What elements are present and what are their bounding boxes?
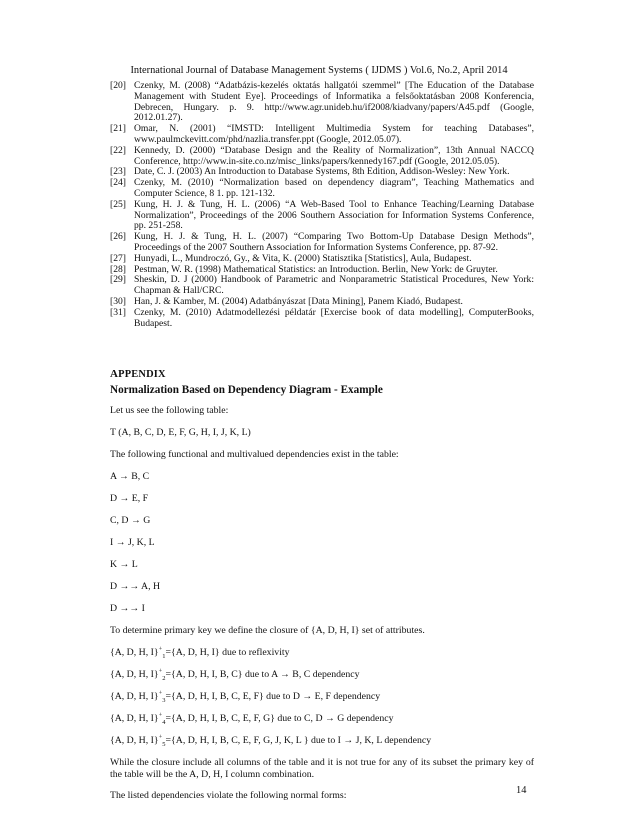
closure-plus: +: [158, 667, 163, 675]
reference-text: Sheskin, D. J (2000) Handbook of Parametric and Nonparametric Statistical Procedures, New York: Chapman & Hall/CRC.: [134, 274, 534, 297]
closure-step: [110, 735, 534, 747]
closure-plus: +: [158, 733, 163, 741]
closure-step: [110, 647, 534, 659]
reference-item: [110, 275, 534, 297]
table-definition: T (A, B, C, D, E, F, G, H, I, J, K, L): [110, 427, 251, 438]
reference-item: [110, 200, 534, 232]
reference-text: Han, J. & Kamber, M. (2004) Adatbányászat [Data Mining], Panem Kiadó, Budapest.: [134, 295, 463, 307]
reference-text: Omar, N. (2001) “IMSTD: Intelligent Multimedia System for teaching Databases”, www.paulmckevitt.com/phd/nazlia.transfer.ppt (Google, 2012.05.07).: [134, 123, 534, 145]
reference-item: [110, 308, 534, 330]
closure-index: 5: [162, 740, 166, 748]
appendix-heading: [110, 368, 166, 380]
closure-result: ={A, D, H, I, B, C, E, F, G} due to C, D → G dependency: [165, 713, 394, 724]
reference-number: [27]: [110, 252, 126, 264]
closure-step: [110, 669, 534, 681]
conclusion-text: While the closure include all columns of the table and it is not true for any of its subset the primary key of the table will be the A, D, H, I column combination.: [110, 757, 534, 780]
closure-intro: To determine primary key we define the closure of {A, D, H, I} set of attributes.: [110, 625, 425, 636]
appendix-body: [110, 405, 534, 812]
closure-set: {A, D, H, I}: [110, 713, 159, 724]
reference-number: [22]: [110, 144, 126, 156]
closure-plus: +: [158, 689, 163, 697]
closure-index: 4: [162, 718, 166, 726]
closure-set: {A, D, H, I}: [110, 691, 159, 702]
reference-number: [31]: [110, 306, 126, 318]
reference-number: [23]: [110, 166, 126, 178]
reference-number: [25]: [110, 198, 126, 210]
dependency: D →→ A, H: [110, 581, 161, 592]
reference-text: Kennedy, D. (2000) “Database Design and the Reality of Normalization”, 13th Annual NACCQ Conference, http://www.in-site.co.nz/misc_links/papers/kennedy167.pdf (Google, 2012.05.05).: [134, 144, 534, 167]
reference-number: [28]: [110, 263, 126, 275]
closure-index: 2: [162, 674, 166, 682]
closure-plus: +: [158, 645, 163, 653]
appendix-initial: A: [110, 368, 119, 380]
reference-number: [30]: [110, 295, 126, 307]
dependency: A → B, C: [110, 471, 150, 482]
reference-text: Czenky, M. (2010) “Normalization based on dependency diagram”, Teaching Mathematics and Computer Science, 8 1. pp. 121-132.: [134, 177, 534, 199]
closure-result: ={A, D, H, I, B, C, E, F} due to D → E, F dependency: [165, 691, 381, 702]
reference-item: [110, 146, 534, 168]
reference-text: Czenky, M. (2010) Adatmodellezési példatár [Exercise book of data modelling], ComputerBooks, Budapest.: [134, 306, 534, 329]
reference-text: Kung, H. J. & Tung, H. L. (2006) “A Web-Based Tool to Enhance Teaching/Learning Database Normalization”, Proceedings of the 2006 Southern Association for Information Systems Conference, pp. 251-258.: [134, 198, 534, 232]
reference-list: [110, 81, 534, 329]
intro-text: Let us see the following table:: [110, 405, 229, 416]
reference-item: [110, 254, 534, 265]
reference-item: [110, 124, 534, 146]
reference-text: Czenky, M. (2008) “Adatbázis-kezelés oktatás hallgatói szemmel” [The Education of the Database Management with Student Eye]. Proceedings of Informatika a felsőoktatásban 2008 Konferencia, Debrecen, Hungary. p. 9. http://www.agr.unideb.hu/if2008/kiadvany/papers/A45.pdf (Google, 2012.01.27).: [134, 80, 534, 124]
dependency: D →→ I: [110, 603, 145, 614]
closure-index: 3: [162, 696, 166, 704]
appendix-rest: PPENDIX: [118, 369, 166, 380]
section-title: Normalization Based on Dependency Diagram - Example: [110, 384, 383, 396]
reference-text: Date, C. J. (2003) An Introduction to Database Systems, 8th Edition, Addison-Wesley: New York.: [134, 166, 510, 178]
reference-number: [20]: [110, 80, 126, 91]
reference-number: [24]: [110, 177, 126, 189]
closure-set: {A, D, H, I}: [110, 735, 159, 746]
closure-set: {A, D, H, I}: [110, 647, 159, 658]
running-header: International Journal of Database Management Systems ( IJDMS ) Vol.6, No.2, April 2014: [130, 65, 508, 76]
reference-item: [110, 232, 534, 254]
closure-result: ={A, D, H, I, B, C, E, F, G, J, K, L } due to I → J, K, L dependency: [165, 735, 432, 746]
closure-result: ={A, D, H, I} due to reflexivity: [165, 647, 290, 658]
closure-set: {A, D, H, I}: [110, 669, 159, 680]
dependencies-intro: The following functional and multivalued dependencies exist in the table:: [110, 449, 399, 460]
reference-text: Pestman, W. R. (1998) Mathematical Statistics: an Introduction. Berlin, New York: de Gruyter.: [134, 263, 498, 275]
closure-plus: +: [158, 711, 163, 719]
reference-text: Kung, H. J. & Tung, H. L. (2007) “Comparing Two Bottom-Up Database Design Methods”, Proceedings of the 2007 Southern Association for Information Systems Conference, pp. 87-92.: [134, 231, 534, 253]
reference-number: [21]: [110, 123, 126, 135]
reference-number: [26]: [110, 231, 126, 243]
closure-step: [110, 713, 534, 725]
closure-result: ={A, D, H, I, B, C} due to A → B, C dependency: [165, 669, 360, 680]
closure-step: [110, 691, 534, 703]
dependency: I → J, K, L: [110, 537, 155, 548]
reference-number: [29]: [110, 274, 126, 286]
reference-text: Hunyadi, L., Mundroczó, Gy., & Vita, K. (2000) Statisztika [Statistics], Aula, Budapest.: [134, 252, 472, 264]
closure-index: 1: [162, 652, 166, 660]
reference-item: [110, 178, 534, 200]
reference-item: [110, 81, 534, 124]
dependency: C, D → G: [110, 515, 151, 526]
violations-intro: The listed dependencies violate the following normal forms:: [110, 790, 347, 801]
dependency: K → L: [110, 559, 138, 570]
page-number: 14: [516, 785, 527, 796]
dependency: D → E, F: [110, 493, 149, 504]
